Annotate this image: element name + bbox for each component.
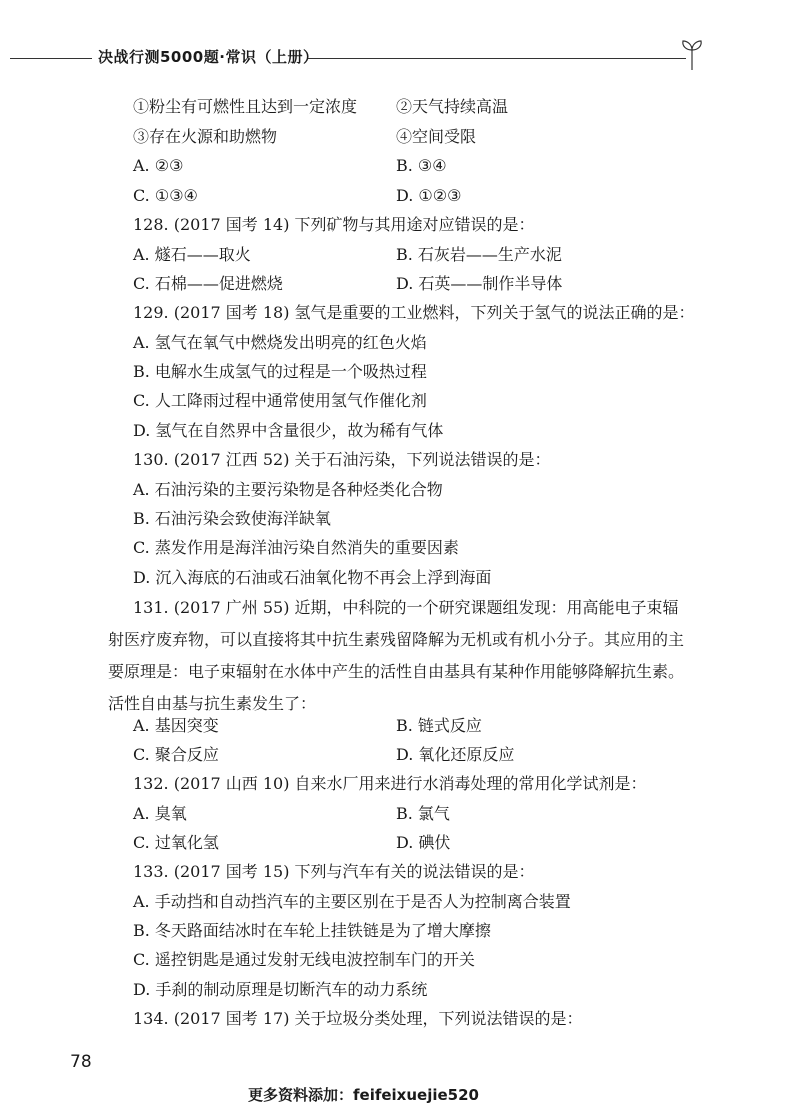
q133-option-b: B. 冬天路面结冰时在车轮上挂铁链是为了增大摩擦	[133, 921, 491, 940]
q128-option-c: C. 石棉——促进燃烧	[133, 274, 283, 293]
q132-option-a: A. 臭氧	[133, 804, 187, 823]
q127-option-c: C. ①③④	[133, 186, 198, 205]
q130-option-d: D. 沉入海底的石油或石油氧化物不再会上浮到海面	[133, 568, 492, 587]
q133-option-a: A. 手动挡和自动挡汽车的主要区别在于是否人为控制离合装置	[133, 892, 571, 911]
header-title: 决战行测5000题·常识（上册）	[98, 48, 319, 66]
header-rule-right	[308, 58, 686, 59]
q129-option-b: B. 电解水生成氢气的过程是一个吸热过程	[133, 362, 427, 381]
q130-option-c: C. 蒸发作用是海洋油污染自然消失的重要因素	[133, 538, 459, 557]
footer-note: 更多资料添加：feifeixuejie520	[248, 1086, 479, 1104]
q130-option-b: B. 石油污染会致使海洋缺氧	[133, 509, 331, 528]
page-number: 78	[70, 1052, 92, 1072]
q127-option-d: D. ①②③	[396, 186, 462, 205]
q131-option-b: B. 链式反应	[396, 716, 482, 735]
q130-option-a: A. 石油污染的主要污染物是各种烃类化合物	[133, 480, 443, 499]
q127-statement-3: ③存在火源和助燃物	[133, 127, 278, 146]
q127-option-b: B. ③④	[396, 156, 447, 175]
sprout-icon	[680, 36, 704, 70]
q133-option-d: D. 手刹的制动原理是切断汽车的动力系统	[133, 980, 428, 999]
q134-stem: 134. (2017 国考 17) 关于垃圾分类处理，下列说法错误的是：	[133, 1009, 583, 1028]
q132-stem: 132. (2017 山西 10) 自来水厂用来进行水消毒处理的常用化学试剂是：	[133, 774, 647, 793]
q128-option-d: D. 石英——制作半导体	[396, 274, 563, 293]
q131-option-c: C. 聚合反应	[133, 745, 219, 764]
q130-stem: 130. (2017 江西 52) 关于石油污染，下列说法错误的是：	[133, 450, 551, 469]
q131-option-a: A. 基因突变	[133, 716, 219, 735]
q131-stem: 131. (2017 广州 55) 近期，中科院的一个研究课题组发现：用高能电子束辐射医疗废弃物，可以直接将其中抗生素残留降解为无机或有机小分子。其应用的主要原理是：电子束辐射在水体中产生的活性自由基具有某种作用能够降解抗生素。活性自由基与抗生素发生了：	[108, 598, 685, 713]
q133-option-c: C. 遥控钥匙是通过发射无线电波控制车门的开关	[133, 950, 475, 969]
q127-statement-1: ①粉尘有可燃性且达到一定浓度	[133, 97, 358, 116]
q128-stem: 128. (2017 国考 14) 下列矿物与其用途对应错误的是：	[133, 215, 535, 234]
header-rule-left	[10, 58, 92, 59]
q128-option-b: B. 石灰岩——生产水泥	[396, 245, 562, 264]
q132-option-d: D. 碘伏	[396, 833, 451, 852]
q127-statement-2: ②天气持续高温	[396, 97, 509, 116]
q127-option-a: A. ②③	[133, 156, 184, 175]
running-header	[0, 36, 800, 76]
q129-option-a: A. 氢气在氧气中燃烧发出明亮的红色火焰	[133, 333, 427, 352]
q131-option-d: D. 氧化还原反应	[396, 745, 515, 764]
q132-option-c: C. 过氧化氢	[133, 833, 219, 852]
q127-statement-4: ④空间受限	[396, 127, 477, 146]
q132-option-b: B. 氯气	[396, 804, 450, 823]
q129-stem: 129. (2017 国考 18) 氢气是重要的工业燃料，下列关于氢气的说法正确的是：	[133, 303, 695, 322]
q133-stem: 133. (2017 国考 15) 下列与汽车有关的说法错误的是：	[133, 862, 535, 881]
q129-option-d: D. 氢气在自然界中含量很少，故为稀有气体	[133, 421, 444, 440]
q129-option-c: C. 人工降雨过程中通常使用氢气作催化剂	[133, 391, 427, 410]
q128-option-a: A. 燧石——取火	[133, 245, 251, 264]
